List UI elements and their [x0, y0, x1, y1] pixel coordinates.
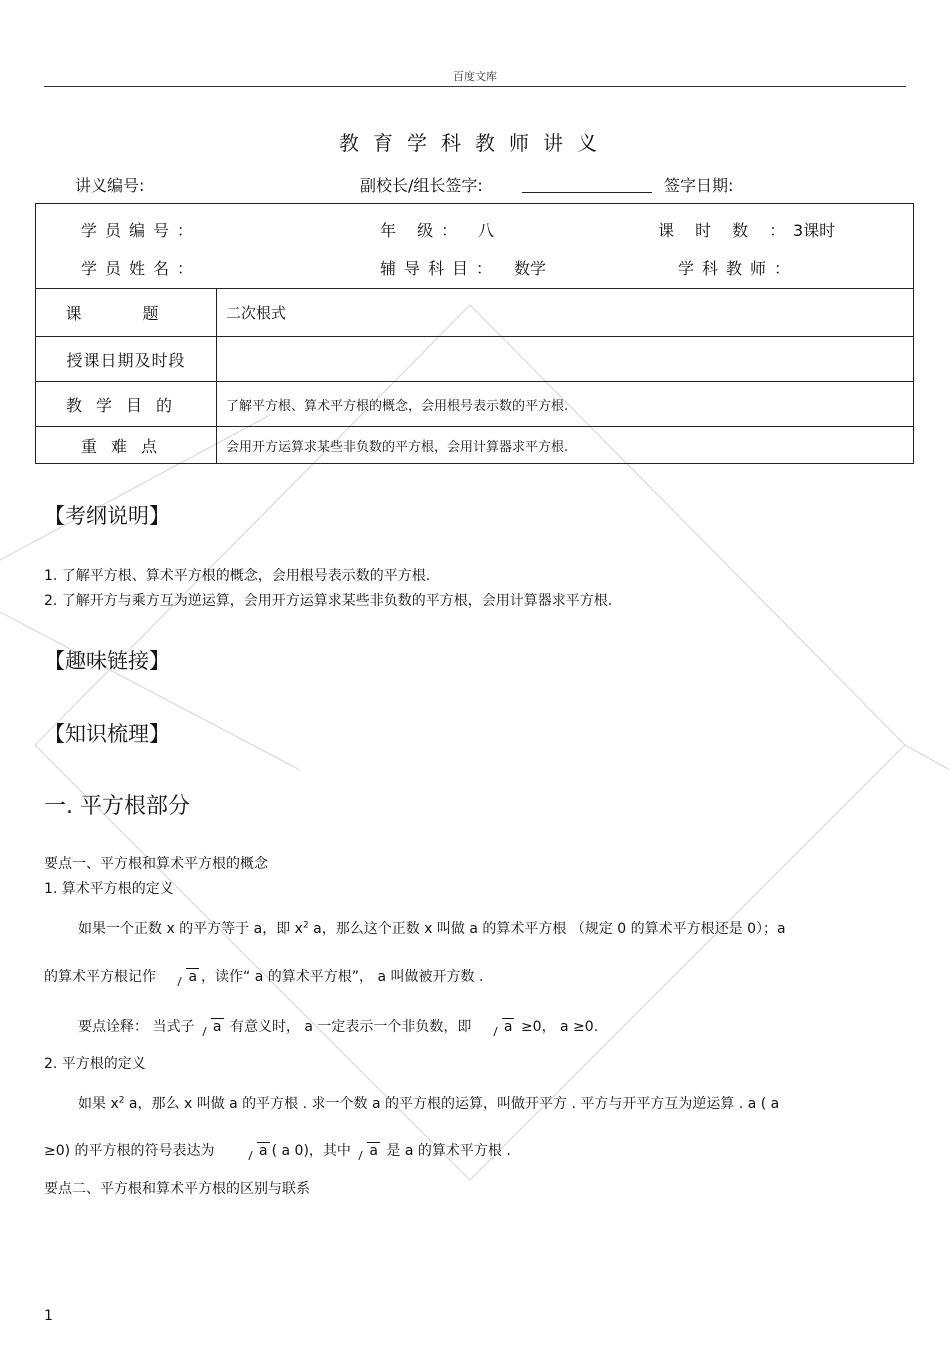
signature-line: [522, 192, 652, 193]
point1-title: 要点一、平方根和算术平方根的概念: [44, 856, 268, 872]
key-points-value: 会用开方运算求某些非负数的平方根，会用计算器求平方根.: [217, 427, 914, 464]
note-a: 要点诠释： 当式子: [78, 1019, 195, 1035]
def2-line2-b: ( a 0)，其中: [271, 1143, 351, 1159]
site-name: 百度文库: [453, 70, 497, 83]
def1-line1-a: 如果一个正数 x 的平方等于 a，即 x: [78, 921, 303, 937]
info-header-cell: [36, 204, 914, 289]
sqrt-a: [174, 969, 199, 985]
topic-value: 二次根式: [217, 289, 914, 337]
date-value: [217, 337, 914, 382]
subject-value: 数学: [514, 259, 547, 278]
exam-item-1: 1. 了解平方根、算术平方根的概念，会用根号表示数的平方根.: [44, 568, 431, 584]
def1-line2-b: ，读作“ a 的算术平方根”， a 叫做被开方数 .: [201, 969, 484, 985]
def2-line2: [44, 1140, 511, 1160]
def1-line2-a: 的算术平方根记作: [44, 969, 156, 985]
radicand: a: [369, 1143, 378, 1159]
grade-label: 年 级：: [380, 221, 466, 240]
def2-line1-b: a，那么 x 叫做 a 的平方根 . 求一个数 a 的平方根的运算，叫做开平方 . 平方与开平方互为逆运算 . a ( a: [124, 1096, 780, 1112]
radicand: a: [188, 969, 198, 985]
objective-value: 了解平方根、算术平方根的概念，会用根号表示数的平方根.: [217, 382, 914, 427]
part-title: 一. 平方根部分: [44, 794, 190, 819]
subject-label: 辅导科目：: [380, 259, 501, 278]
topic-label: 课 题: [36, 289, 217, 337]
sqrt-a: [199, 1019, 224, 1035]
hours-value: 3课时: [793, 221, 836, 240]
note-line: [78, 1016, 598, 1036]
def2-title: 2. 平方根的定义: [44, 1056, 146, 1072]
page-title: 教育学科教师讲义: [339, 131, 611, 155]
fun-section-title: 【趣味链接】: [44, 649, 170, 673]
student-name-label: 学员姓名：: [81, 259, 202, 278]
info-table: [35, 203, 914, 464]
exam-item-2: 2. 了解开方与乘方互为逆运算，会用开方运算求某些非负数的平方根，会用计算器求平方根.: [44, 593, 613, 609]
sqrt-a: [245, 1143, 270, 1159]
exponent: 2: [302, 920, 309, 931]
def2-line2-c: 是 a 的算术平方根 .: [386, 1143, 511, 1159]
signature-label: 副校长/组长签字:: [360, 176, 483, 195]
page-number: 1: [44, 1308, 53, 1324]
sqrt-a: [490, 1019, 515, 1035]
header-divider: [44, 86, 906, 87]
student-id-label: 学员编号：: [81, 221, 202, 240]
sign-date-label: 签字日期:: [664, 176, 734, 195]
def2-line1-a: 如果 x: [78, 1096, 119, 1112]
sqrt-a: [355, 1143, 380, 1159]
knowledge-section-title: 【知识梳理】: [44, 722, 170, 746]
def1-title: 1. 算术平方根的定义: [44, 881, 174, 897]
teacher-label: 学科教师：: [678, 259, 799, 278]
point2-title: 要点二、平方根和算术平方根的区别与联系: [44, 1181, 310, 1197]
note-c: ≥0， a ≥0.: [520, 1019, 599, 1035]
radicand: a: [503, 1019, 513, 1035]
objective-label: 教学目的: [36, 382, 217, 427]
grade-value: 八: [478, 221, 503, 240]
def1-line1: [78, 918, 786, 938]
handout-no-label: 讲义编号:: [75, 176, 145, 195]
note-b: 有意义时， a 一定表示一个非负数，即: [229, 1019, 472, 1035]
exponent: 2: [118, 1095, 125, 1106]
def1-line2: [44, 966, 483, 986]
hours-label: 课 时 数 ：: [658, 221, 794, 240]
radicand: a: [212, 1019, 222, 1035]
def2-line1: [78, 1093, 779, 1113]
exam-section-title: 【考纲说明】: [44, 504, 170, 528]
date-label: 授课日期及时段: [36, 337, 217, 382]
def1-line1-b: a，那么这个正数 x 叫做 a 的算术平方根 （规定 0 的算术平方根还是 0）；a: [308, 921, 786, 937]
def2-line2-a: ≥0) 的平方根的符号表达为: [44, 1143, 215, 1159]
radicand: a: [259, 1143, 268, 1159]
key-points-label: 重难点: [36, 427, 217, 464]
